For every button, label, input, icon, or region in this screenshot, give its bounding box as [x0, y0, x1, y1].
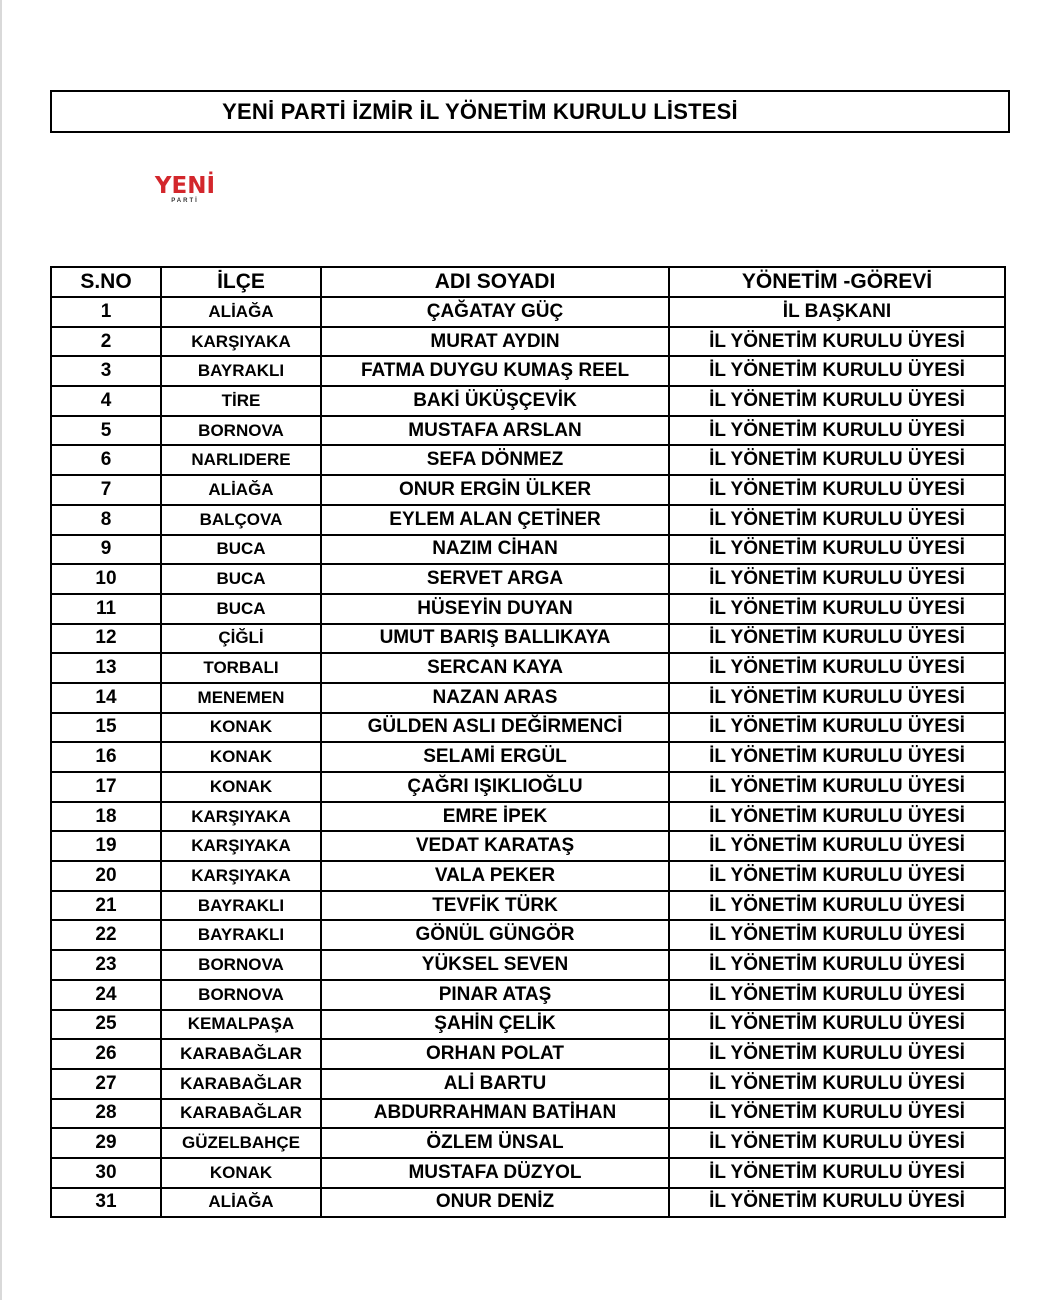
cell-district: BORNOVA: [161, 950, 321, 980]
table-row: [51, 683, 1005, 713]
cell-full-name: SEFA DÖNMEZ: [321, 445, 669, 475]
cell-sno: 9: [51, 535, 161, 565]
table-row: [51, 831, 1005, 861]
cell-role: İL YÖNETİM KURULU ÜYESİ: [669, 772, 1005, 802]
cell-role: İL YÖNETİM KURULU ÜYESİ: [669, 564, 1005, 594]
cell-district: BALÇOVA: [161, 505, 321, 535]
cell-role: İL YÖNETİM KURULU ÜYESİ: [669, 1188, 1005, 1218]
table-row: [51, 772, 1005, 802]
cell-full-name: SERVET ARGA: [321, 564, 669, 594]
cell-sno: 25: [51, 1010, 161, 1040]
cell-district: KARABAĞLAR: [161, 1069, 321, 1099]
cell-role: İL YÖNETİM KURULU ÜYESİ: [669, 653, 1005, 683]
table-body: [51, 297, 1005, 1217]
cell-sno: 28: [51, 1099, 161, 1129]
cell-role: İL YÖNETİM KURULU ÜYESİ: [669, 1099, 1005, 1129]
cell-full-name: ALİ BARTU: [321, 1069, 669, 1099]
cell-role: İL BAŞKANI: [669, 297, 1005, 327]
cell-district: KARABAĞLAR: [161, 1099, 321, 1129]
cell-sno: 31: [51, 1188, 161, 1218]
cell-full-name: MUSTAFA DÜZYOL: [321, 1158, 669, 1188]
cell-sno: 27: [51, 1069, 161, 1099]
cell-sno: 15: [51, 713, 161, 743]
cell-full-name: MUSTAFA ARSLAN: [321, 416, 669, 446]
table-row: [51, 475, 1005, 505]
cell-district: ALİAĞA: [161, 1188, 321, 1218]
table-row: [51, 950, 1005, 980]
cell-sno: 1: [51, 297, 161, 327]
header-role: YÖNETİM -GÖREVİ: [669, 267, 1005, 297]
table-row: [51, 416, 1005, 446]
cell-sno: 8: [51, 505, 161, 535]
cell-full-name: NAZAN ARAS: [321, 683, 669, 713]
cell-sno: 17: [51, 772, 161, 802]
table-row: [51, 802, 1005, 832]
table-row: [51, 742, 1005, 772]
cell-role: İL YÖNETİM KURULU ÜYESİ: [669, 594, 1005, 624]
cell-district: ALİAĞA: [161, 475, 321, 505]
cell-role: İL YÖNETİM KURULU ÜYESİ: [669, 802, 1005, 832]
board-members-table: [50, 266, 1006, 1218]
header-sno: S.NO: [51, 267, 161, 297]
yeni-parti-logo: [152, 174, 218, 210]
cell-full-name: ÇAĞRI IŞIKLIOĞLU: [321, 772, 669, 802]
page-edge: [0, 0, 2, 1300]
cell-role: İL YÖNETİM KURULU ÜYESİ: [669, 1128, 1005, 1158]
cell-role: İL YÖNETİM KURULU ÜYESİ: [669, 831, 1005, 861]
cell-full-name: NAZIM CİHAN: [321, 535, 669, 565]
logo-sub-text: PARTİ: [171, 198, 199, 204]
cell-sno: 23: [51, 950, 161, 980]
cell-full-name: ONUR ERGİN ÜLKER: [321, 475, 669, 505]
cell-district: KARŞIYAKA: [161, 802, 321, 832]
cell-sno: 30: [51, 1158, 161, 1188]
cell-full-name: FATMA DUYGU KUMAŞ REEL: [321, 356, 669, 386]
cell-full-name: ŞAHİN ÇELİK: [321, 1010, 669, 1040]
cell-full-name: EMRE İPEK: [321, 802, 669, 832]
table-row: [51, 505, 1005, 535]
cell-full-name: VEDAT KARATAŞ: [321, 831, 669, 861]
cell-district: GÜZELBAHÇE: [161, 1128, 321, 1158]
cell-full-name: YÜKSEL SEVEN: [321, 950, 669, 980]
cell-full-name: SERCAN KAYA: [321, 653, 669, 683]
cell-role: İL YÖNETİM KURULU ÜYESİ: [669, 742, 1005, 772]
cell-full-name: GÜLDEN ASLI DEĞİRMENCİ: [321, 713, 669, 743]
cell-sno: 22: [51, 920, 161, 950]
cell-district: KONAK: [161, 772, 321, 802]
cell-district: NARLIDERE: [161, 445, 321, 475]
cell-district: TİRE: [161, 386, 321, 416]
cell-sno: 18: [51, 802, 161, 832]
table-row: [51, 920, 1005, 950]
cell-full-name: ORHAN POLAT: [321, 1039, 669, 1069]
cell-role: İL YÖNETİM KURULU ÜYESİ: [669, 356, 1005, 386]
cell-role: İL YÖNETİM KURULU ÜYESİ: [669, 535, 1005, 565]
cell-full-name: GÖNÜL GÜNGÖR: [321, 920, 669, 950]
cell-sno: 4: [51, 386, 161, 416]
cell-sno: 12: [51, 624, 161, 654]
document-title-box: [50, 90, 1010, 133]
cell-district: BORNOVA: [161, 416, 321, 446]
table-row: [51, 445, 1005, 475]
header-district: İLÇE: [161, 267, 321, 297]
table-row: [51, 653, 1005, 683]
cell-sno: 10: [51, 564, 161, 594]
cell-role: İL YÖNETİM KURULU ÜYESİ: [669, 505, 1005, 535]
cell-district: BORNOVA: [161, 980, 321, 1010]
cell-role: İL YÖNETİM KURULU ÜYESİ: [669, 891, 1005, 921]
document-title: YENİ PARTİ İZMİR İL YÖNETİM KURULU LİSTESİ: [222, 98, 738, 124]
cell-sno: 3: [51, 356, 161, 386]
table-row: [51, 891, 1005, 921]
cell-full-name: EYLEM ALAN ÇETİNER: [321, 505, 669, 535]
cell-role: İL YÖNETİM KURULU ÜYESİ: [669, 445, 1005, 475]
cell-district: MENEMEN: [161, 683, 321, 713]
cell-full-name: ÇAĞATAY GÜÇ: [321, 297, 669, 327]
cell-role: İL YÖNETİM KURULU ÜYESİ: [669, 980, 1005, 1010]
cell-role: İL YÖNETİM KURULU ÜYESİ: [669, 1069, 1005, 1099]
table-row: [51, 1128, 1005, 1158]
cell-full-name: SELAMİ ERGÜL: [321, 742, 669, 772]
cell-full-name: PINAR ATAŞ: [321, 980, 669, 1010]
cell-full-name: UMUT BARIŞ BALLIKAYA: [321, 624, 669, 654]
table-row: [51, 713, 1005, 743]
table-row: [51, 594, 1005, 624]
cell-sno: 14: [51, 683, 161, 713]
cell-full-name: ÖZLEM ÜNSAL: [321, 1128, 669, 1158]
cell-sno: 20: [51, 861, 161, 891]
table-header-row: [51, 267, 1005, 297]
table-row: [51, 356, 1005, 386]
cell-sno: 29: [51, 1128, 161, 1158]
cell-role: İL YÖNETİM KURULU ÜYESİ: [669, 683, 1005, 713]
cell-district: BUCA: [161, 564, 321, 594]
table-row: [51, 1039, 1005, 1069]
cell-role: İL YÖNETİM KURULU ÜYESİ: [669, 475, 1005, 505]
cell-sno: 26: [51, 1039, 161, 1069]
table-row: [51, 1158, 1005, 1188]
cell-sno: 7: [51, 475, 161, 505]
cell-district: KEMALPAŞA: [161, 1010, 321, 1040]
table-row: [51, 327, 1005, 357]
table-row: [51, 297, 1005, 327]
cell-sno: 6: [51, 445, 161, 475]
cell-full-name: HÜSEYİN DUYAN: [321, 594, 669, 624]
cell-district: TORBALI: [161, 653, 321, 683]
table-row: [51, 1188, 1005, 1218]
header-full-name: ADI SOYADI: [321, 267, 669, 297]
logo-main-text: YENİ: [154, 173, 216, 199]
cell-role: İL YÖNETİM KURULU ÜYESİ: [669, 386, 1005, 416]
cell-role: İL YÖNETİM KURULU ÜYESİ: [669, 1158, 1005, 1188]
cell-district: KARABAĞLAR: [161, 1039, 321, 1069]
table-row: [51, 1010, 1005, 1040]
cell-full-name: MURAT AYDIN: [321, 327, 669, 357]
cell-sno: 13: [51, 653, 161, 683]
cell-role: İL YÖNETİM KURULU ÜYESİ: [669, 861, 1005, 891]
cell-role: İL YÖNETİM KURULU ÜYESİ: [669, 1039, 1005, 1069]
cell-role: İL YÖNETİM KURULU ÜYESİ: [669, 950, 1005, 980]
cell-sno: 19: [51, 831, 161, 861]
table-row: [51, 1099, 1005, 1129]
cell-sno: 11: [51, 594, 161, 624]
cell-sno: 24: [51, 980, 161, 1010]
table-row: [51, 386, 1005, 416]
cell-full-name: VALA PEKER: [321, 861, 669, 891]
table-row: [51, 1069, 1005, 1099]
cell-full-name: ONUR DENİZ: [321, 1188, 669, 1218]
cell-sno: 2: [51, 327, 161, 357]
cell-district: ÇİĞLİ: [161, 624, 321, 654]
cell-role: İL YÖNETİM KURULU ÜYESİ: [669, 1010, 1005, 1040]
cell-district: BUCA: [161, 594, 321, 624]
cell-district: KARŞIYAKA: [161, 831, 321, 861]
table-row: [51, 535, 1005, 565]
cell-district: KONAK: [161, 742, 321, 772]
cell-district: BAYRAKLI: [161, 891, 321, 921]
cell-district: KARŞIYAKA: [161, 861, 321, 891]
cell-role: İL YÖNETİM KURULU ÜYESİ: [669, 327, 1005, 357]
cell-full-name: ABDURRAHMAN BATİHAN: [321, 1099, 669, 1129]
cell-full-name: TEVFİK TÜRK: [321, 891, 669, 921]
cell-district: BAYRAKLI: [161, 920, 321, 950]
cell-district: ALİAĞA: [161, 297, 321, 327]
cell-sno: 21: [51, 891, 161, 921]
cell-district: KONAK: [161, 1158, 321, 1188]
cell-full-name: BAKİ ÜKÜŞÇEVİK: [321, 386, 669, 416]
cell-role: İL YÖNETİM KURULU ÜYESİ: [669, 920, 1005, 950]
cell-role: İL YÖNETİM KURULU ÜYESİ: [669, 624, 1005, 654]
cell-district: BAYRAKLI: [161, 356, 321, 386]
cell-role: İL YÖNETİM KURULU ÜYESİ: [669, 416, 1005, 446]
cell-district: KONAK: [161, 713, 321, 743]
cell-district: BUCA: [161, 535, 321, 565]
cell-district: KARŞIYAKA: [161, 327, 321, 357]
cell-role: İL YÖNETİM KURULU ÜYESİ: [669, 713, 1005, 743]
table-row: [51, 624, 1005, 654]
table-row: [51, 564, 1005, 594]
table-row: [51, 861, 1005, 891]
cell-sno: 16: [51, 742, 161, 772]
table-row: [51, 980, 1005, 1010]
cell-sno: 5: [51, 416, 161, 446]
